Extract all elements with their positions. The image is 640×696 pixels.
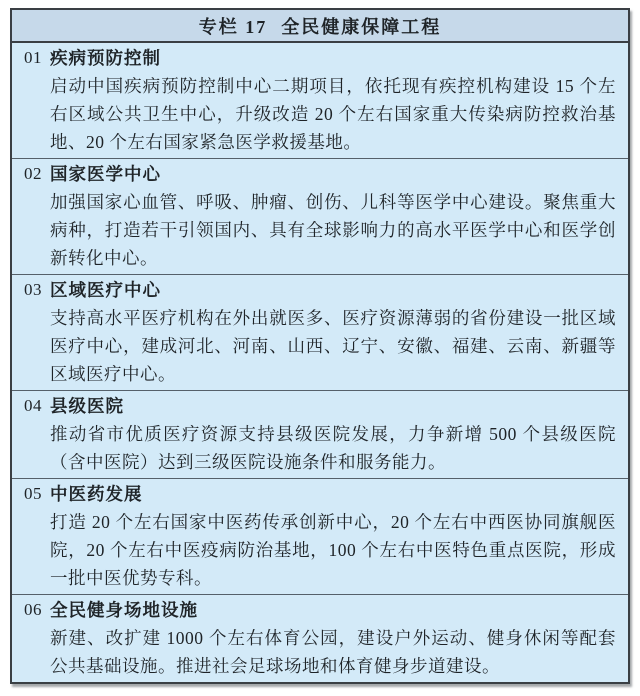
item-content — [50, 44, 616, 156]
item-content — [50, 392, 616, 476]
item-number: 05 — [24, 484, 42, 503]
item-05 — [12, 478, 628, 594]
item-title: 全民健身场地设施 — [50, 600, 198, 620]
item-title: 国家医学中心 — [50, 164, 161, 184]
item-03 — [12, 274, 628, 390]
item-title: 区域医疗中心 — [50, 280, 161, 300]
item-02 — [12, 158, 628, 274]
item-description: 推动省市优质医疗资源支持县级医院发展，力争新增 500 个县级医院（含中医院）达到三级医院设施条件和服务能力。 — [50, 424, 616, 472]
item-01 — [12, 43, 628, 158]
item-content — [50, 276, 616, 388]
column-panel — [10, 8, 630, 684]
item-number: 01 — [24, 48, 42, 67]
item-title: 县级医院 — [50, 396, 124, 416]
item-number: 02 — [24, 164, 42, 183]
item-04 — [12, 390, 628, 478]
item-number: 04 — [24, 396, 42, 415]
item-number: 03 — [24, 280, 42, 299]
item-description: 支持高水平医疗机构在外出就医多、医疗资源薄弱的省份建设一批区域医疗中心，建成河北、河南、山西、辽宁、安徽、福建、云南、新疆等区域医疗中心。 — [50, 308, 616, 384]
item-06 — [12, 594, 628, 682]
item-description: 启动中国疾病预防控制中心二期项目，依托现有疾控机构建设 15 个左右区域公共卫生中心，升级改造 20 个左右国家重大传染病防控救治基地、20 个左右国家紧急医学救援基地。 — [50, 76, 616, 152]
panel-header-prefix: 专栏 17 — [198, 16, 268, 37]
item-number: 06 — [24, 600, 42, 619]
item-title: 中医药发展 — [50, 484, 143, 504]
panel-header-title: 全民健康保障工程 — [281, 16, 442, 37]
panel-header — [12, 10, 628, 43]
item-content — [50, 160, 616, 272]
item-title: 疾病预防控制 — [50, 48, 161, 68]
item-content — [50, 596, 616, 680]
panel-body — [12, 43, 628, 682]
item-content — [50, 480, 616, 592]
item-description: 新建、改扩建 1000 个左右体育公园，建设户外运动、健身休闲等配套公共基础设施。推进社会足球场地和体育健身步道建设。 — [50, 628, 616, 676]
item-description: 打造 20 个左右国家中医药传承创新中心，20 个左右中西医协同旗舰医院，20 个左右中医疫病防治基地，100 个左右中医特色重点医院，形成一批中医优势专科。 — [50, 512, 616, 588]
item-description: 加强国家心血管、呼吸、肿瘤、创伤、儿科等医学中心建设。聚焦重大病种，打造若干引领国内、具有全球影响力的高水平医学中心和医学创新转化中心。 — [50, 192, 616, 268]
